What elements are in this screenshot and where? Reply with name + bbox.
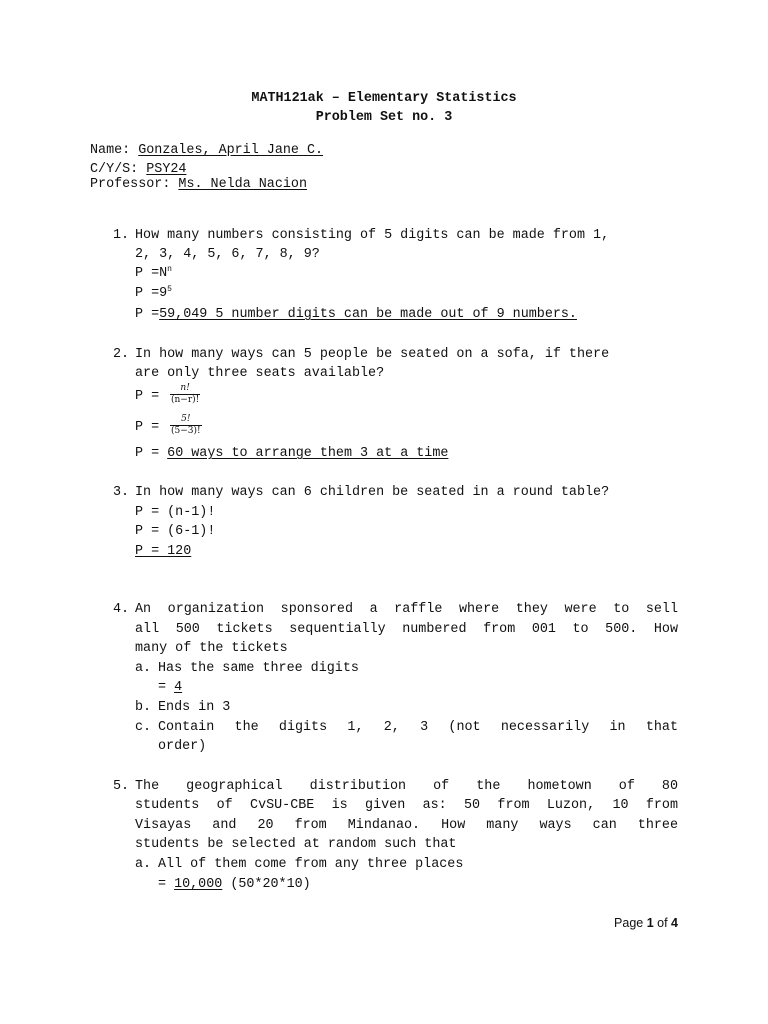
q5-line-2: students of CvSU-CBE is given as: 50 from Luzon, 10 from [135,798,678,813]
professor-line [90,175,307,195]
q4c-line-1: Contain the digits 1, 2, 3 (not necessarily in that [158,720,678,735]
q2-formula-2-fraction [170,414,202,437]
q4b-label: b. [135,700,152,715]
q3-formula-1: P = (n-1)! [135,505,216,520]
q4a-answer-line [158,678,182,698]
q1-formula-1 [135,264,172,284]
page-number [614,914,678,934]
name-line [90,141,323,161]
page-current: 1 [646,916,654,930]
q1-line-1: How many numbers consisting of 5 digits can be made from 1, [135,228,610,243]
q1-formula-2 [135,284,172,304]
cys-label: C/Y/S: [90,162,147,177]
q5-line-1: The geographical distribution of the hometown of 80 [135,779,678,794]
q4b-text: Ends in 3 [158,700,231,715]
q1-formula-1-exponent: n [167,265,172,274]
document-subtitle: Problem Set no. 3 [315,110,453,125]
q4a-answer-prefix: = [158,680,175,695]
q2-formula-1-numerator: n! [180,383,190,393]
q3-number: 3. [113,485,130,500]
q4c-label: c. [135,720,152,735]
q1-number: 1. [113,228,130,243]
professor-value: Ms. Nelda Nacion [178,177,307,192]
q1-formula-2-exponent: 5 [167,285,172,294]
q5a-answer: 10,000 [174,877,223,892]
q4a-label: a. [135,661,152,676]
q5-number: 5. [113,779,130,794]
name-label: Name: [90,143,139,158]
q1-formula-2-base: P =9 [135,286,168,301]
q5a-text: All of them come from any three places [158,857,464,872]
q4a-answer: 4 [174,680,183,695]
page-total: 4 [671,916,678,930]
q2-formula-2-denominator: (5−3)! [171,426,201,436]
q2-number: 2. [113,347,130,362]
q4-line-3: many of the tickets [135,641,288,656]
q1-answer-line [135,305,577,325]
q2-formula-1-fraction [170,383,200,406]
q5a-answer-note: (50*20*10) [222,877,311,892]
q2-formula-1-denominator: (n−r)! [171,395,200,405]
name-value: Gonzales, April Jane C. [138,143,324,158]
q2-formula-2-numerator: 5! [181,414,191,424]
q5a-label: a. [135,857,152,872]
q5a-answer-line [158,875,311,895]
q2-answer: 60 ways to arrange them 3 at a time [167,446,449,461]
professor-label: Professor: [90,177,179,192]
q4c-line-2: order) [158,739,207,754]
q3-formula-2: P = (6-1)! [135,524,216,539]
q5-line-4: students be selected at random such that [135,837,457,852]
q1-formula-1-base: P =N [135,266,168,281]
q5a-answer-prefix: = [158,877,175,892]
q1-line-2: 2, 3, 4, 5, 6, 7, 8, 9? [135,247,320,262]
cys-value: PSY24 [146,162,187,177]
q5-line-3: Visayas and 20 from Mindanao. How many ways can three [135,818,678,833]
q4-line-1: An organization sponsored a raffle where they were to sell [135,602,678,617]
q3-line-1: In how many ways can 6 children be seated in a round table? [135,485,610,500]
q2-formula-1-prefix: P = [135,389,160,404]
page-label: Page [614,916,647,930]
q2-formula-2-prefix: P = [135,420,160,435]
q1-answer: 59,049 5 number digits can be made out of 9 numbers. [159,307,577,322]
q2-answer-line [135,444,448,464]
q4a-text: Has the same three digits [158,661,359,676]
document-title: MATH121ak – Elementary Statistics [251,91,517,106]
q2-answer-prefix: P = [135,446,168,461]
page-of: of [653,916,672,930]
q1-answer-prefix: P = [135,307,160,322]
q2-line-1: In how many ways can 5 people be seated on a sofa, if there [135,347,610,362]
q4-number: 4. [113,602,130,617]
q2-line-2: are only three seats available? [135,366,385,381]
q4-line-2: all 500 tickets sequentially numbered from 001 to 500. How [135,622,678,637]
q3-answer: P = 120 [135,544,192,559]
